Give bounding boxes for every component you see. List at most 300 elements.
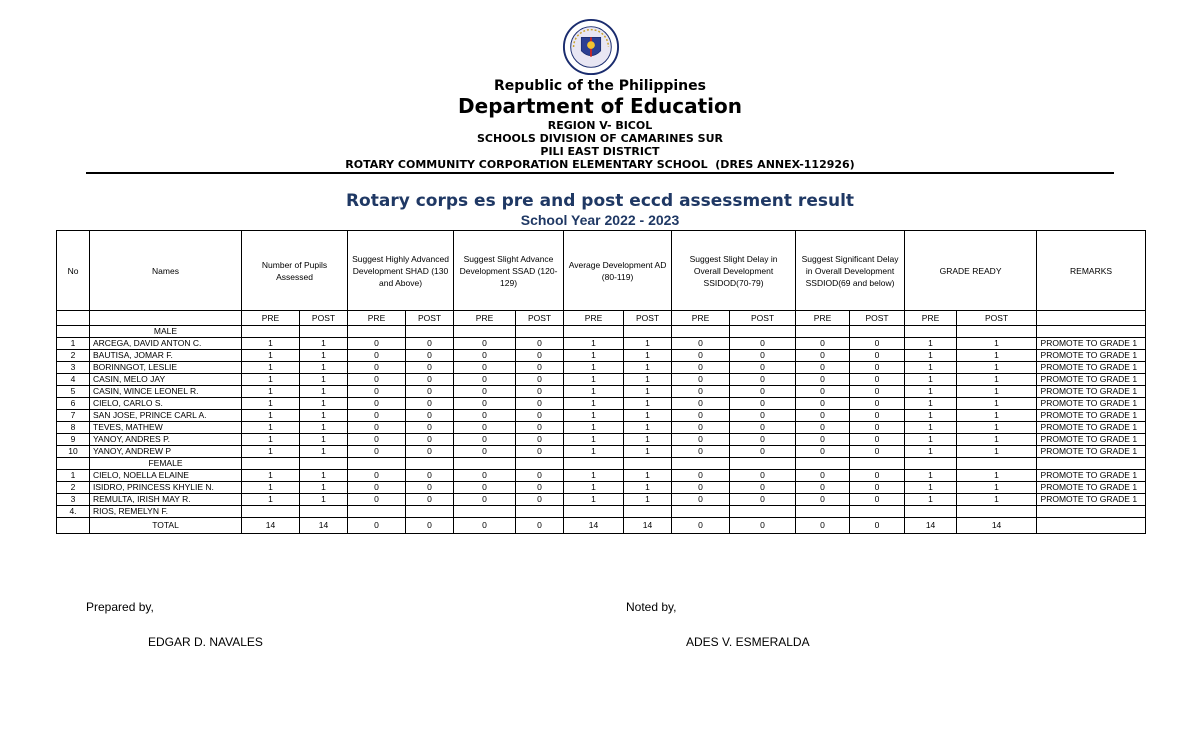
table-body	[57, 231, 1146, 534]
table-row	[57, 362, 1146, 374]
row-number: 2	[57, 482, 90, 494]
remark-cell: PROMOTE TO GRADE 1	[1037, 482, 1146, 494]
score-cell: 0	[406, 410, 454, 422]
table-row	[57, 374, 1146, 386]
score-cell: 0	[850, 398, 905, 410]
remark-cell: PROMOTE TO GRADE 1	[1037, 338, 1146, 350]
score-cell: 0	[850, 494, 905, 506]
score-cell: 0	[730, 350, 796, 362]
score-cell: 0	[348, 386, 406, 398]
remark-cell	[1037, 506, 1146, 518]
score-cell: 0	[348, 374, 406, 386]
score-cell: 0	[730, 470, 796, 482]
score-cell: 0	[796, 482, 850, 494]
pupil-name: BORINNGOT, LESLIE	[90, 362, 242, 374]
pupil-name: RIOS, REMELYN F.	[90, 506, 242, 518]
table-row	[57, 494, 1146, 506]
post-label: POST	[730, 311, 796, 326]
total-cell: 14	[624, 518, 672, 534]
col-remarks: REMARKS	[1037, 231, 1146, 311]
pupil-name: CIELO, NOELLA ELAINE	[90, 470, 242, 482]
score-cell	[348, 506, 406, 518]
score-cell: 0	[348, 338, 406, 350]
score-cell: 1	[905, 386, 957, 398]
score-cell: 0	[454, 422, 516, 434]
score-cell: 0	[672, 362, 730, 374]
prepared-by-name: EDGAR D. NAVALES	[148, 635, 263, 649]
score-cell: 0	[406, 434, 454, 446]
score-cell: 0	[406, 350, 454, 362]
header-republic: Republic of the Philippines	[494, 78, 706, 94]
score-cell: 1	[300, 446, 348, 458]
score-cell: 0	[454, 350, 516, 362]
score-cell: 1	[242, 398, 300, 410]
score-cell: 0	[672, 350, 730, 362]
score-cell: 1	[300, 494, 348, 506]
score-cell: 1	[564, 350, 624, 362]
score-cell: 0	[850, 422, 905, 434]
pre-label: PRE	[672, 311, 730, 326]
score-cell: 0	[348, 410, 406, 422]
score-cell: 0	[348, 446, 406, 458]
col-ssdiod: Suggest Significant Delay in Overall Development SSDIOD(69 and below)	[796, 231, 905, 311]
row-number: 7	[57, 410, 90, 422]
score-cell	[672, 506, 730, 518]
score-cell: 1	[624, 422, 672, 434]
post-label: POST	[406, 311, 454, 326]
header-district: PILI EAST DISTRICT	[540, 145, 660, 158]
score-cell: 0	[516, 398, 564, 410]
score-cell: 0	[516, 434, 564, 446]
pupil-name: ARCEGA, DAVID ANTON C.	[90, 338, 242, 350]
score-cell: 0	[454, 482, 516, 494]
header-department: Department of Education	[458, 94, 742, 118]
score-cell: 0	[796, 446, 850, 458]
header-divider	[86, 172, 1114, 174]
row-number: 2	[57, 350, 90, 362]
total-cell: 0	[672, 518, 730, 534]
pre-label: PRE	[905, 311, 957, 326]
score-cell: 0	[454, 386, 516, 398]
score-cell: 0	[406, 494, 454, 506]
score-cell: 0	[516, 338, 564, 350]
score-cell: 1	[624, 470, 672, 482]
score-cell	[516, 506, 564, 518]
score-cell: 1	[957, 446, 1037, 458]
score-cell: 0	[454, 362, 516, 374]
score-cell: 1	[905, 494, 957, 506]
score-cell: 0	[796, 350, 850, 362]
score-cell: 1	[300, 482, 348, 494]
score-cell: 1	[242, 482, 300, 494]
score-cell	[957, 506, 1037, 518]
score-cell: 0	[454, 374, 516, 386]
score-cell: 0	[406, 470, 454, 482]
score-cell: 0	[348, 398, 406, 410]
total-cell: 14	[905, 518, 957, 534]
score-cell	[242, 506, 300, 518]
score-cell: 1	[624, 350, 672, 362]
score-cell: 1	[624, 494, 672, 506]
score-cell: 1	[624, 362, 672, 374]
col-ssidod: Suggest Slight Delay in Overall Development SSIDOD(70-79)	[672, 231, 796, 311]
score-cell: 1	[905, 410, 957, 422]
remark-cell: PROMOTE TO GRADE 1	[1037, 398, 1146, 410]
table-row	[57, 446, 1146, 458]
row-number: 6	[57, 398, 90, 410]
score-cell: 1	[957, 482, 1037, 494]
col-grade-ready: GRADE READY	[905, 231, 1037, 311]
score-cell: 1	[242, 470, 300, 482]
col-no: No	[57, 231, 90, 311]
score-cell: 0	[672, 482, 730, 494]
score-cell: 1	[905, 362, 957, 374]
row-number: 4.	[57, 506, 90, 518]
row-number: 1	[57, 470, 90, 482]
post-label: POST	[957, 311, 1037, 326]
score-cell: 0	[850, 362, 905, 374]
score-cell: 1	[564, 410, 624, 422]
score-cell: 0	[672, 494, 730, 506]
score-cell: 1	[957, 398, 1037, 410]
remark-cell: PROMOTE TO GRADE 1	[1037, 410, 1146, 422]
score-cell: 0	[348, 470, 406, 482]
table-header-row	[57, 231, 1146, 311]
total-label: TOTAL	[90, 518, 242, 534]
female-section-label: FEMALE	[90, 458, 242, 470]
score-cell: 0	[454, 434, 516, 446]
score-cell: 0	[730, 494, 796, 506]
male-section-label: MALE	[90, 326, 242, 338]
post-label: POST	[850, 311, 905, 326]
total-cell: 14	[242, 518, 300, 534]
score-cell: 1	[624, 410, 672, 422]
score-cell: 0	[348, 350, 406, 362]
score-cell: 0	[454, 494, 516, 506]
score-cell: 1	[300, 398, 348, 410]
score-cell: 1	[957, 350, 1037, 362]
table-row	[57, 410, 1146, 422]
score-cell: 0	[672, 338, 730, 350]
score-cell: 1	[242, 422, 300, 434]
remark-cell: PROMOTE TO GRADE 1	[1037, 374, 1146, 386]
score-cell: 1	[624, 398, 672, 410]
score-cell: 1	[242, 410, 300, 422]
score-cell: 0	[348, 434, 406, 446]
score-cell: 0	[516, 446, 564, 458]
remark-cell: PROMOTE TO GRADE 1	[1037, 350, 1146, 362]
score-cell: 1	[957, 470, 1037, 482]
score-cell	[850, 506, 905, 518]
score-cell: 1	[300, 362, 348, 374]
score-cell: 0	[796, 374, 850, 386]
score-cell: 1	[957, 386, 1037, 398]
pre-label: PRE	[564, 311, 624, 326]
score-cell: 0	[850, 434, 905, 446]
score-cell: 0	[796, 386, 850, 398]
score-cell	[454, 506, 516, 518]
remark-cell: PROMOTE TO GRADE 1	[1037, 422, 1146, 434]
score-cell: 1	[242, 350, 300, 362]
pupil-name: CASIN, MELO JAY	[90, 374, 242, 386]
score-cell: 0	[796, 398, 850, 410]
score-cell: 1	[624, 434, 672, 446]
pre-post-row	[57, 311, 1146, 326]
noted-by-label: Noted by,	[626, 600, 677, 614]
total-cell: 0	[348, 518, 406, 534]
table-row	[57, 434, 1146, 446]
score-cell: 1	[300, 374, 348, 386]
score-cell: 1	[564, 386, 624, 398]
table-row	[57, 386, 1146, 398]
score-cell: 0	[796, 410, 850, 422]
score-cell	[905, 506, 957, 518]
score-cell: 0	[850, 338, 905, 350]
remark-cell: PROMOTE TO GRADE 1	[1037, 494, 1146, 506]
table-row	[57, 506, 1146, 518]
score-cell: 0	[454, 338, 516, 350]
score-cell: 0	[672, 470, 730, 482]
score-cell: 0	[850, 446, 905, 458]
table-row	[57, 338, 1146, 350]
score-cell: 1	[905, 422, 957, 434]
pupil-name: YANOY, ANDREW P	[90, 446, 242, 458]
school-year: School Year 2022 - 2023	[520, 212, 680, 228]
header-region: REGION V- BICOL	[547, 119, 653, 132]
score-cell: 0	[730, 446, 796, 458]
score-cell: 0	[406, 446, 454, 458]
col-shad: Suggest Highly Advanced Development SHAD (130 and Above)	[348, 231, 454, 311]
total-cell: 0	[850, 518, 905, 534]
score-cell: 1	[905, 434, 957, 446]
score-cell: 1	[624, 482, 672, 494]
score-cell: 1	[242, 446, 300, 458]
score-cell: 1	[300, 338, 348, 350]
score-cell: 1	[300, 350, 348, 362]
score-cell: 0	[406, 386, 454, 398]
row-number: 3	[57, 494, 90, 506]
score-cell: 0	[730, 362, 796, 374]
score-cell: 0	[730, 374, 796, 386]
score-cell: 0	[406, 422, 454, 434]
score-cell: 1	[564, 422, 624, 434]
score-cell: 1	[905, 350, 957, 362]
pupil-name: TEVES, MATHEW	[90, 422, 242, 434]
score-cell: 0	[454, 398, 516, 410]
score-cell: 1	[564, 470, 624, 482]
score-cell: 0	[850, 470, 905, 482]
row-number: 1	[57, 338, 90, 350]
score-cell: 0	[730, 422, 796, 434]
score-cell	[300, 506, 348, 518]
score-cell: 1	[905, 374, 957, 386]
score-cell: 1	[564, 434, 624, 446]
score-cell: 0	[850, 410, 905, 422]
score-cell: 1	[300, 470, 348, 482]
score-cell: 0	[406, 338, 454, 350]
table-row	[57, 350, 1146, 362]
score-cell: 1	[905, 470, 957, 482]
pupil-name: YANOY, ANDRES P.	[90, 434, 242, 446]
score-cell: 0	[406, 482, 454, 494]
score-cell: 1	[564, 374, 624, 386]
score-cell: 0	[730, 398, 796, 410]
score-cell: 0	[796, 422, 850, 434]
score-cell: 1	[242, 434, 300, 446]
score-cell	[406, 506, 454, 518]
score-cell: 0	[406, 374, 454, 386]
score-cell: 1	[624, 338, 672, 350]
total-cell: 0	[406, 518, 454, 534]
score-cell: 0	[672, 410, 730, 422]
score-cell	[730, 506, 796, 518]
deped-seal-icon	[562, 18, 620, 76]
score-cell: 0	[454, 446, 516, 458]
noted-by-name: ADES V. ESMERALDA	[686, 635, 810, 649]
table-row	[57, 482, 1146, 494]
table-row	[57, 422, 1146, 434]
row-number: 9	[57, 434, 90, 446]
score-cell: 0	[850, 482, 905, 494]
assessment-table	[56, 230, 1146, 534]
pupil-name: BAUTISA, JOMAR F.	[90, 350, 242, 362]
score-cell: 1	[564, 482, 624, 494]
score-cell	[796, 506, 850, 518]
score-cell: 0	[672, 398, 730, 410]
col-names: Names	[90, 231, 242, 311]
pupil-name: CASIN, WINCE LEONEL R.	[90, 386, 242, 398]
score-cell: 0	[730, 338, 796, 350]
score-cell: 0	[516, 470, 564, 482]
row-number: 5	[57, 386, 90, 398]
score-cell: 0	[516, 494, 564, 506]
score-cell: 0	[348, 422, 406, 434]
score-cell: 0	[516, 422, 564, 434]
row-number: 10	[57, 446, 90, 458]
total-cell: 14	[957, 518, 1037, 534]
total-row	[57, 518, 1146, 534]
score-cell: 0	[516, 350, 564, 362]
score-cell: 1	[300, 434, 348, 446]
pupil-name: SAN JOSE, PRINCE CARL A.	[90, 410, 242, 422]
pre-label: PRE	[242, 311, 300, 326]
score-cell: 1	[905, 446, 957, 458]
total-cell: 0	[730, 518, 796, 534]
score-cell: 0	[730, 386, 796, 398]
col-ad: Average Development AD (80-119)	[564, 231, 672, 311]
total-cell: 0	[454, 518, 516, 534]
score-cell: 1	[242, 494, 300, 506]
score-cell: 0	[796, 362, 850, 374]
post-label: POST	[300, 311, 348, 326]
remark-cell: PROMOTE TO GRADE 1	[1037, 446, 1146, 458]
total-cell: 14	[300, 518, 348, 534]
header-division: SCHOOLS DIVISION OF CAMARINES SUR	[477, 132, 723, 145]
score-cell: 1	[300, 410, 348, 422]
post-label: POST	[516, 311, 564, 326]
score-cell: 0	[348, 362, 406, 374]
score-cell: 1	[957, 494, 1037, 506]
pupil-name: REMULTA, IRISH MAY R.	[90, 494, 242, 506]
score-cell: 1	[564, 362, 624, 374]
score-cell: 1	[300, 422, 348, 434]
score-cell: 0	[516, 362, 564, 374]
col-ssad: Suggest Slight Advance Development SSAD (120-129)	[454, 231, 564, 311]
male-section	[57, 326, 1146, 338]
remark-cell: PROMOTE TO GRADE 1	[1037, 362, 1146, 374]
score-cell: 1	[957, 362, 1037, 374]
score-cell: 1	[957, 374, 1037, 386]
col-assessed: Number of Pupils Assessed	[242, 231, 348, 311]
pre-label: PRE	[454, 311, 516, 326]
score-cell: 0	[516, 482, 564, 494]
score-cell: 0	[796, 434, 850, 446]
score-cell: 1	[905, 338, 957, 350]
score-cell: 1	[242, 338, 300, 350]
score-cell: 1	[564, 494, 624, 506]
score-cell: 0	[406, 362, 454, 374]
score-cell: 1	[624, 386, 672, 398]
report-title: Rotary corps es pre and post eccd assessment result	[345, 191, 855, 211]
score-cell: 0	[796, 338, 850, 350]
score-cell: 1	[564, 446, 624, 458]
score-cell: 0	[672, 434, 730, 446]
total-cell: 0	[516, 518, 564, 534]
score-cell	[624, 506, 672, 518]
score-cell: 1	[564, 398, 624, 410]
row-number: 3	[57, 362, 90, 374]
score-cell: 0	[516, 410, 564, 422]
score-cell: 0	[850, 350, 905, 362]
post-label: POST	[624, 311, 672, 326]
score-cell: 1	[242, 386, 300, 398]
score-cell: 0	[348, 482, 406, 494]
score-cell: 1	[564, 338, 624, 350]
score-cell: 0	[672, 386, 730, 398]
score-cell: 1	[624, 446, 672, 458]
total-cell: 0	[796, 518, 850, 534]
score-cell: 0	[672, 374, 730, 386]
score-cell: 1	[957, 410, 1037, 422]
remark-cell: PROMOTE TO GRADE 1	[1037, 470, 1146, 482]
score-cell: 0	[850, 374, 905, 386]
table-row	[57, 398, 1146, 410]
score-cell: 1	[957, 434, 1037, 446]
score-cell: 1	[242, 362, 300, 374]
score-cell: 1	[624, 374, 672, 386]
score-cell: 0	[348, 494, 406, 506]
pre-label: PRE	[796, 311, 850, 326]
score-cell: 0	[796, 470, 850, 482]
score-cell: 0	[454, 410, 516, 422]
score-cell: 0	[516, 386, 564, 398]
pupil-name: ISIDRO, PRINCESS KHYLIE N.	[90, 482, 242, 494]
score-cell: 0	[730, 482, 796, 494]
remark-cell: PROMOTE TO GRADE 1	[1037, 386, 1146, 398]
score-cell: 1	[242, 374, 300, 386]
pre-label: PRE	[348, 311, 406, 326]
score-cell: 0	[516, 374, 564, 386]
row-number: 8	[57, 422, 90, 434]
score-cell: 0	[406, 398, 454, 410]
table-row	[57, 470, 1146, 482]
score-cell: 1	[905, 398, 957, 410]
header-school: ROTARY COMMUNITY CORPORATION ELEMENTARY SCHOOL (DRES ANNEX-112926)	[345, 158, 855, 171]
score-cell	[564, 506, 624, 518]
score-cell: 0	[454, 470, 516, 482]
score-cell: 0	[730, 410, 796, 422]
score-cell: 0	[796, 494, 850, 506]
